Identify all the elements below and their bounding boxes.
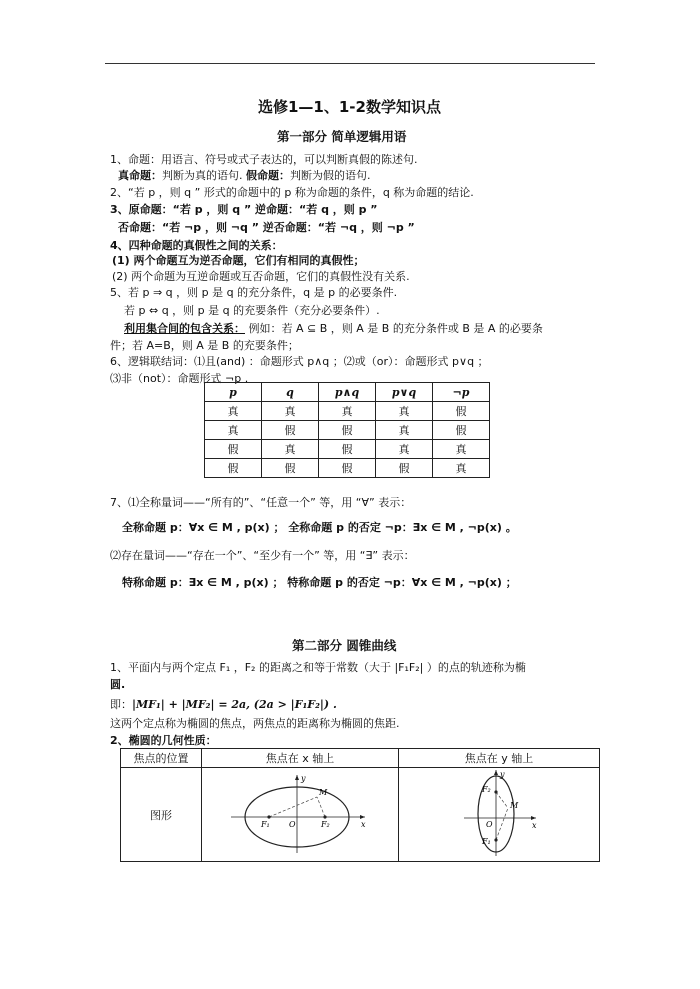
origin-label: O [486, 820, 493, 829]
figure-ellipse-y [399, 768, 600, 862]
table-cell: 假 [205, 459, 262, 478]
conic-1c [110, 696, 337, 712]
item-4a: (1) 两个命题互为逆否命题，它们有相同的真假性； [112, 254, 365, 267]
item-7a: 7、⑴全称量词——“所有的”、“任意一个” 等，用 “∀” 表示： [110, 496, 412, 509]
table-cell: 假 [376, 459, 433, 478]
item-4: 4、四种命题的真假性之间的关系： [110, 239, 283, 252]
origin-label: O [289, 820, 296, 829]
point-m-label: M [510, 801, 519, 810]
header-rule [105, 63, 595, 64]
false-prop-label: 假命题： [246, 169, 290, 182]
table-cell: 假 [319, 440, 376, 459]
table-row [205, 440, 490, 459]
point-m-label: M [319, 788, 328, 797]
x-axis-label: x [532, 821, 537, 830]
item-7c: ⑵存在量词——“存在一个”、“至少有一个” 等，用 “∃” 表示： [110, 549, 415, 562]
table-cell: 真 [433, 440, 490, 459]
table-cell: 假 [319, 421, 376, 440]
table-cell: 假 [262, 459, 319, 478]
item-4b: (2) 两个命题为互逆命题或互否命题，它们的真假性没有关系. [112, 270, 410, 283]
true-prop-desc: 判断为真的语句. [162, 169, 243, 182]
focus-f1-label: F₁ [261, 820, 270, 829]
focus-f2-label: F₂ [321, 820, 330, 829]
col-focus-x-axis: 焦点在 x 轴上 [202, 749, 399, 768]
page-title: 选修1—1、1-2数学知识点 [258, 98, 441, 116]
ellipse-properties-table [120, 748, 600, 862]
th-q: q [262, 383, 319, 402]
true-prop-label: 真命题： [118, 169, 162, 182]
item-3b: 否命题：“若 ¬p ，则 ¬q ” 逆否命题：“若 ¬q ，则 ¬p ” [118, 221, 415, 234]
th-not: ¬p [433, 383, 490, 402]
ellipse-table-header [121, 749, 600, 768]
table-row [205, 421, 490, 440]
item-1b [118, 167, 371, 183]
table-cell: 假 [262, 421, 319, 440]
item-5b: 若 p ⇔ q ，则 p 是 q 的充要条件（充分必要条件）. [124, 304, 380, 317]
y-axis-label: y [500, 770, 505, 779]
part2-heading: 第二部分 圆锥曲线 [292, 638, 397, 653]
false-prop-desc: 判断为假的语句. [290, 169, 371, 182]
item-5d: 件；若 A=B，则 A 是 B 的充要条件； [110, 339, 299, 352]
item-5a: 5、若 p ⇒ q ，则 p 是 q 的充分条件，q 是 p 的必要条件. [110, 286, 398, 299]
table-cell: 真 [262, 440, 319, 459]
th-or: p∨q [376, 383, 433, 402]
truth-table [204, 382, 490, 478]
set-inclusion-text: 例如：若 A ⊆ B ，则 A 是 B 的充分条件或 B 是 A 的必要条 [245, 322, 543, 335]
item-1a: 1、命题：用语言、符号或式子表达的，可以判断真假的陈述句. [110, 153, 418, 166]
table-cell: 真 [205, 402, 262, 421]
table-cell: 真 [433, 459, 490, 478]
focus-f1-label: F₁ [482, 837, 491, 846]
col-focus-position: 焦点的位置 [121, 749, 202, 768]
item-6a: 6、逻辑联结词：⑴且(and) ：命题形式 p∧q ；⑵或（or）：命题形式 p∨q ； [110, 355, 489, 368]
ellipse-x-diagram [225, 769, 375, 857]
y-axis-label: y [301, 774, 306, 783]
set-inclusion-label: 利用集合间的包含关系： [124, 322, 245, 335]
table-cell: 真 [205, 421, 262, 440]
ellipse-y-diagram [424, 768, 574, 858]
row-figure-label: 图形 [121, 768, 202, 862]
focus-f2-label: F₂ [482, 785, 491, 794]
conic-2: 2、椭圆的几何性质： [110, 734, 217, 747]
table-cell: 真 [376, 440, 433, 459]
table-row [205, 459, 490, 478]
x-axis-label: x [361, 820, 366, 829]
item-5c [124, 320, 543, 336]
table-cell: 假 [433, 402, 490, 421]
item-3a: 3、原命题：“若 p ，则 q ” 逆命题：“若 q ，则 p ” [110, 203, 378, 216]
table-row [205, 402, 490, 421]
col-focus-y-axis: 焦点在 y 轴上 [399, 749, 600, 768]
table-cell: 真 [376, 421, 433, 440]
ellipse-figure-row [121, 768, 600, 862]
item-7d: 特称命题 p：∃x ∈ M , p(x) ； 特称命题 p 的否定 ¬p：∀x ∈ M , ¬p(x) ； [122, 576, 517, 589]
conic-1a: 1、平面内与两个定点 F₁ ，F₂ 的距离之和等于常数（大于 |F₁F₂| ）的点的轨迹称为椭 [110, 661, 526, 674]
table-cell: 真 [376, 402, 433, 421]
th-p: p [205, 383, 262, 402]
conic-1d: 这两个定点称为椭圆的焦点，两焦点的距离称为椭圆的焦距. [110, 717, 400, 730]
figure-ellipse-x [202, 768, 399, 862]
part1-heading: 第一部分 简单逻辑用语 [277, 129, 407, 144]
table-cell: 假 [319, 459, 376, 478]
item-7b: 全称命题 p：∀x ∈ M , p(x) ； 全称命题 p 的否定 ¬p：∃x ∈ M , ¬p(x) 。 [122, 521, 517, 534]
table-cell: 真 [319, 402, 376, 421]
table-cell: 假 [433, 421, 490, 440]
item-2: 2、“若 p ，则 q ” 形式的命题中的 p 称为命题的条件，q 称为命题的结论. [110, 186, 474, 199]
table-cell: 真 [262, 402, 319, 421]
item-6b: ⑶非（not）：命题形式 ¬p . [110, 372, 249, 385]
truth-table-header [205, 383, 490, 402]
conic-1c-prefix: 即： [110, 698, 132, 711]
table-cell: 假 [205, 440, 262, 459]
th-and: p∧q [319, 383, 376, 402]
conic-1b: 圆. [110, 678, 126, 691]
ellipse-definition-formula: |MF₁| + |MF₂| = 2a, (2a > |F₁F₂|) . [132, 698, 337, 711]
